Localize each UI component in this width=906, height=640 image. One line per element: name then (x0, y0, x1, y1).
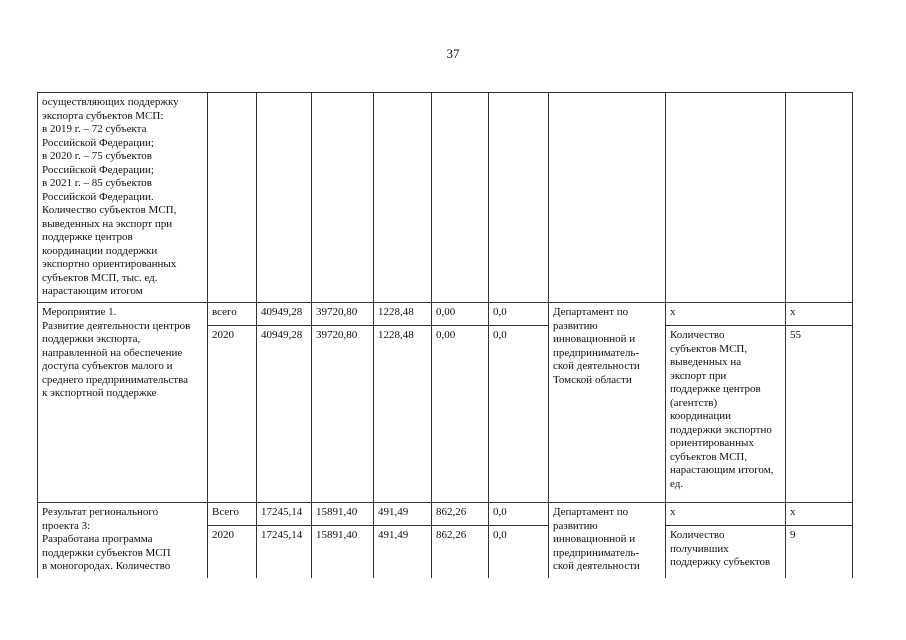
amount-cell: 0,0 (489, 503, 549, 526)
responsible-cell (549, 93, 666, 303)
amount-cell: 15891,40 (312, 503, 374, 526)
table-row (38, 303, 853, 326)
description-cell: осуществляющих поддержку экспорта субъектов МСП: в 2019 г. – 72 субъекта Российской Федерации; в 2020 г. – 75 субъектов Российской Федерации; в 2021 г. – 85 субъектов Российской Федерации. Количество субъектов МСП, выведенных на экспорт при поддержке центров координации поддержки экспортно ориентированных субъектов МСП, тыс. ед. нарастающим итогом (38, 93, 208, 303)
amount-cell: 40949,28 (257, 303, 312, 326)
description-cell: Мероприятие 1. Развитие деятельности центров поддержки экспорта, направленной на обеспечение доступа субъектов малого и среднего предпринимательства к экспортной поддержке (38, 303, 208, 503)
indicator-cell: х (666, 303, 786, 326)
period-cell: 2020 (208, 326, 257, 503)
value-cell: х (786, 503, 853, 526)
amount-cell: 862,26 (432, 503, 489, 526)
period-cell: Всего (208, 503, 257, 526)
amount-cell: 40949,28 (257, 326, 312, 503)
table-row (38, 503, 853, 526)
amount-cell: 862,26 (432, 526, 489, 578)
program-table (37, 92, 853, 578)
amount-cell (374, 93, 432, 303)
amount-cell: 0,0 (489, 303, 549, 326)
value-cell: 9 (786, 526, 853, 578)
amount-cell: 1228,48 (374, 303, 432, 326)
value-cell (786, 93, 853, 303)
indicator-cell (666, 93, 786, 303)
amount-cell: 0,0 (489, 526, 549, 578)
period-cell: всего (208, 303, 257, 326)
amount-cell (432, 93, 489, 303)
indicator-cell: Количество получивших поддержку субъектов (666, 526, 786, 578)
amount-cell: 491,49 (374, 503, 432, 526)
period-cell (208, 93, 257, 303)
amount-cell: 1228,48 (374, 326, 432, 503)
description-cell: Результат регионального проекта 3: Разработана программа поддержки субъектов МСП в моногородах. Количество (38, 503, 208, 578)
responsible-cell: Департамент по развитию инновационной и предприниматель- ской деятельности Томской области (549, 303, 666, 503)
value-cell: х (786, 303, 853, 326)
page-number: 37 (446, 46, 460, 61)
amount-cell: 15891,40 (312, 526, 374, 578)
amount-cell (312, 93, 374, 303)
amount-cell: 17245,14 (257, 503, 312, 526)
amount-cell: 17245,14 (257, 526, 312, 578)
amount-cell (257, 93, 312, 303)
period-cell: 2020 (208, 526, 257, 578)
responsible-cell: Департамент по развитию инновационной и предприниматель- ской деятельности (549, 503, 666, 578)
amount-cell (489, 93, 549, 303)
value-cell: 55 (786, 326, 853, 503)
amount-cell: 39720,80 (312, 326, 374, 503)
amount-cell: 0,00 (432, 303, 489, 326)
table-row (38, 93, 853, 303)
amount-cell: 39720,80 (312, 303, 374, 326)
indicator-cell: х (666, 503, 786, 526)
indicator-cell: Количество субъектов МСП, выведенных на экспорт при поддержке центров (агентств) координации поддержки экспортно ориентированных субъектов МСП, нарастающим итогом, ед. (666, 326, 786, 503)
amount-cell: 491,49 (374, 526, 432, 578)
amount-cell: 0,0 (489, 326, 549, 503)
amount-cell: 0,00 (432, 326, 489, 503)
